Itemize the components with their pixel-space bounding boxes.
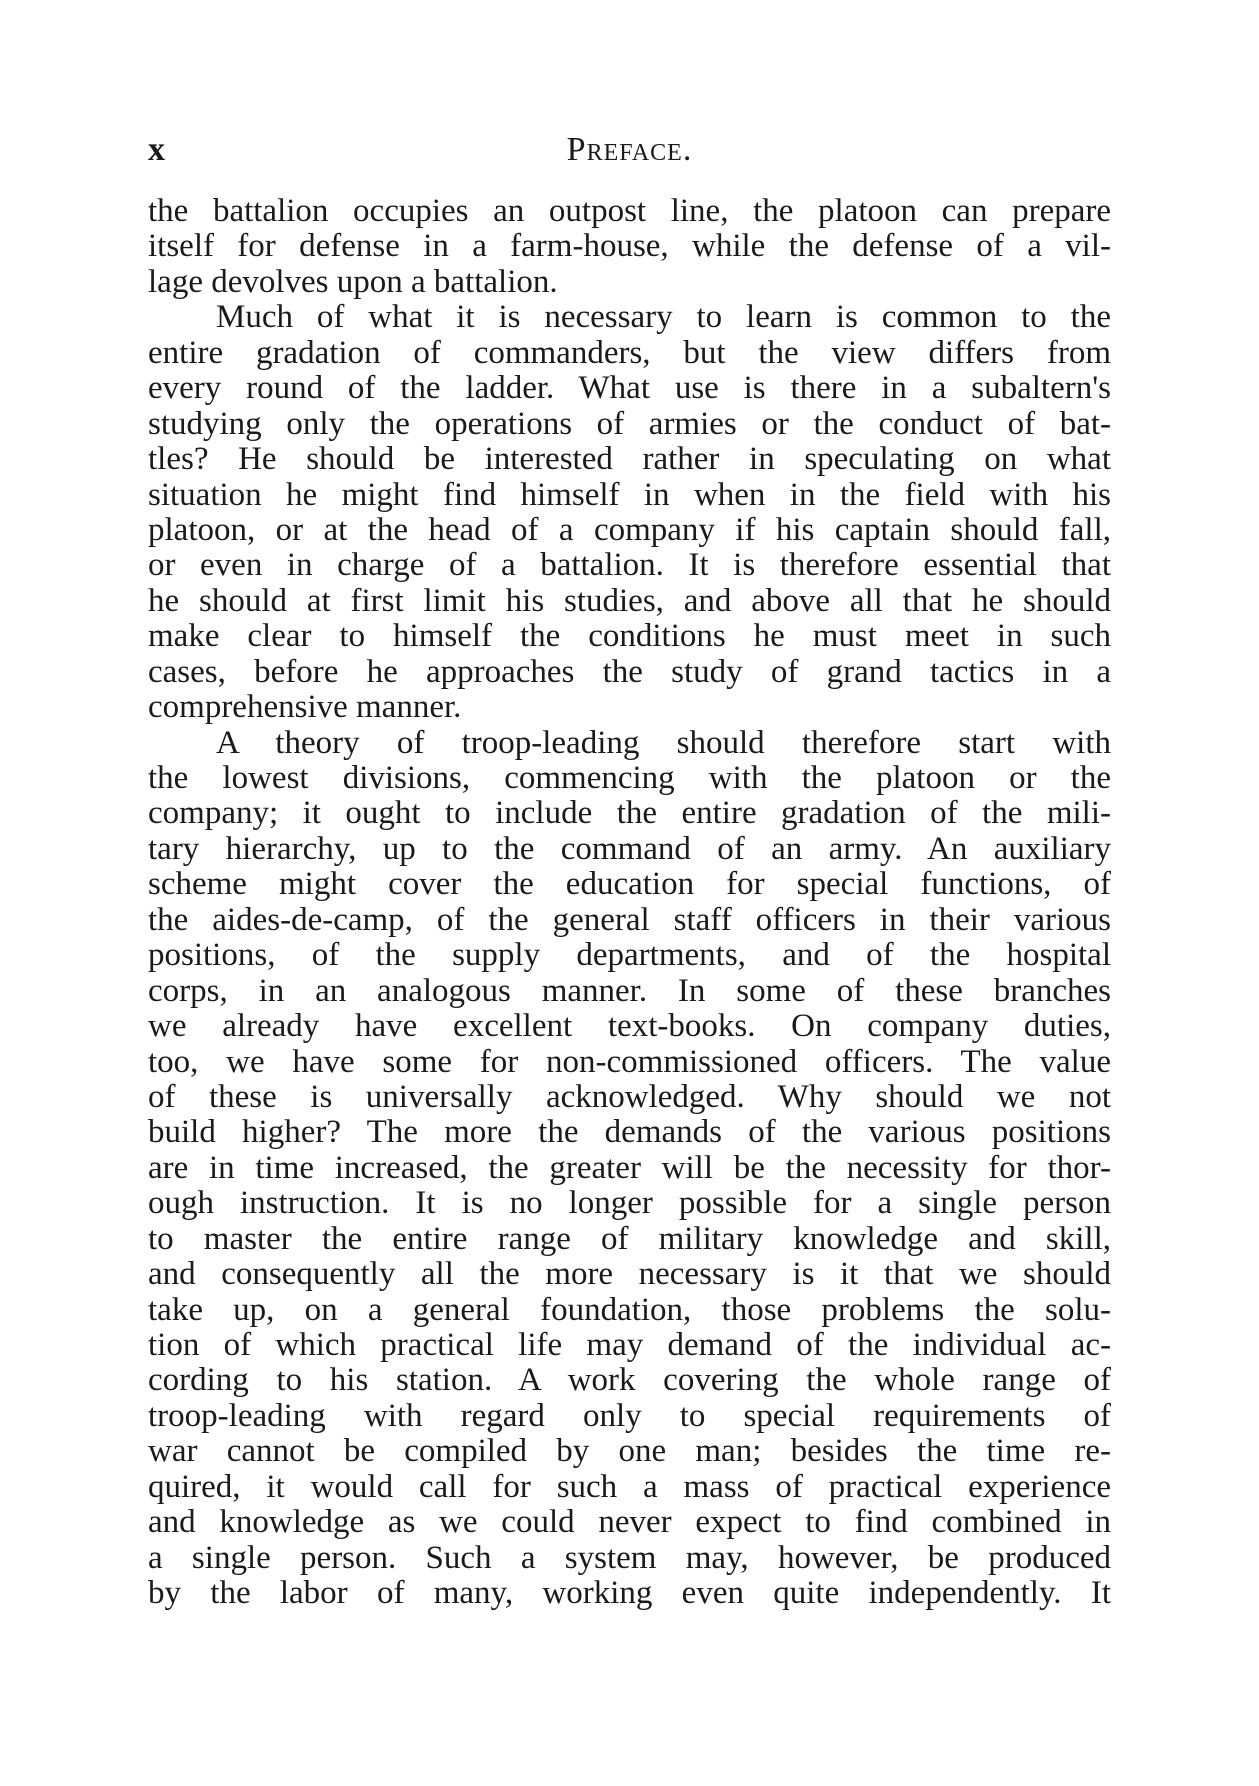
paragraph: [148, 726, 1111, 1612]
paragraph: [148, 300, 1111, 725]
page-header: [148, 128, 1111, 172]
text-line: the lowest divisions, commencing with the platoon or the: [148, 760, 1111, 796]
text-line: to master the entire range of military knowledge and skill,: [148, 1220, 1111, 1257]
text-line: company; it ought to include the entire gradation of the mili-: [148, 795, 1111, 832]
body-text: [148, 194, 1111, 1612]
text-line: positions, of the supply departments, and of the hospital: [148, 937, 1111, 974]
text-line: platoon, or at the head of a company if his captain should fall,: [148, 511, 1111, 548]
text-line: and consequently all the more necessary is it that we should: [148, 1256, 1111, 1293]
text-line: by the labor of many, working even quite independently. It: [148, 1575, 1111, 1612]
text-line: lage devolves upon a battalion.: [148, 263, 558, 300]
text-line: a single person. Such a system may, however, be produced: [148, 1539, 1111, 1576]
text-line: tles? He should be interested rather in speculating on what: [148, 441, 1111, 478]
text-line: tion of which practical life may demand of the individual ac-: [148, 1327, 1111, 1363]
text-line: scheme might cover the education for special functions, of: [148, 866, 1111, 903]
text-line: or even in charge of a battalion. It is therefore essential that: [148, 547, 1111, 584]
text-line: comprehensive manner.: [148, 689, 462, 726]
text-line: cording to his station. A work covering the whole range of: [148, 1362, 1111, 1399]
text-line: itself for defense in a farm-house, while the defense of a vil-: [148, 228, 1111, 265]
paragraph: [148, 194, 1111, 300]
text-line: we already have excellent text-books. On company duties,: [148, 1008, 1111, 1045]
text-line: corps, in an analogous manner. In some of these branches: [148, 972, 1111, 1009]
text-line: entire gradation of commanders, but the view differs from: [148, 334, 1111, 371]
text-line: ough instruction. It is no longer possible for a single person: [148, 1185, 1111, 1222]
text-line: too, we have some for non-commissioned officers. The value: [148, 1043, 1111, 1080]
text-line: Much of what it is necessary to learn is common to the: [216, 299, 1111, 336]
text-line: make clear to himself the conditions he must meet in such: [148, 618, 1111, 655]
text-line: he should at first limit his studies, and above all that he should: [148, 582, 1111, 619]
text-line: the aides-de-camp, of the general staff officers in their various: [148, 901, 1111, 938]
text-line: situation he might find himself in when in the field with his: [148, 476, 1111, 513]
page-number: x: [148, 131, 165, 168]
text-line: tary hierarchy, up to the command of an army. An auxiliary: [148, 830, 1111, 867]
text-line: are in time increased, the greater will be the necessity for thor-: [148, 1149, 1111, 1186]
text-line: build higher? The more the demands of the various positions: [148, 1114, 1111, 1151]
text-line: A theory of troop-leading should therefore start with: [216, 724, 1111, 761]
text-line: the battalion occupies an outpost line, the platoon can prepare: [148, 193, 1111, 229]
text-line: of these is universally acknowledged. Why should we not: [148, 1078, 1111, 1115]
running-head: Preface.: [566, 131, 693, 168]
text-line: troop-leading with regard only to special requirements of: [148, 1397, 1111, 1434]
text-line: cases, before he approaches the study of grand tactics in a: [148, 653, 1111, 690]
text-line: war cannot be compiled by one man; besides the time re-: [148, 1433, 1111, 1470]
text-line: studying only the operations of armies or the conduct of bat-: [148, 405, 1111, 442]
text-line: every round of the ladder. What use is there in a subaltern's: [148, 370, 1111, 407]
text-line: quired, it would call for such a mass of practical experience: [148, 1468, 1111, 1505]
text-line: and knowledge as we could never expect to find combined in: [148, 1504, 1111, 1541]
text-line: take up, on a general foundation, those problems the solu-: [148, 1291, 1111, 1328]
